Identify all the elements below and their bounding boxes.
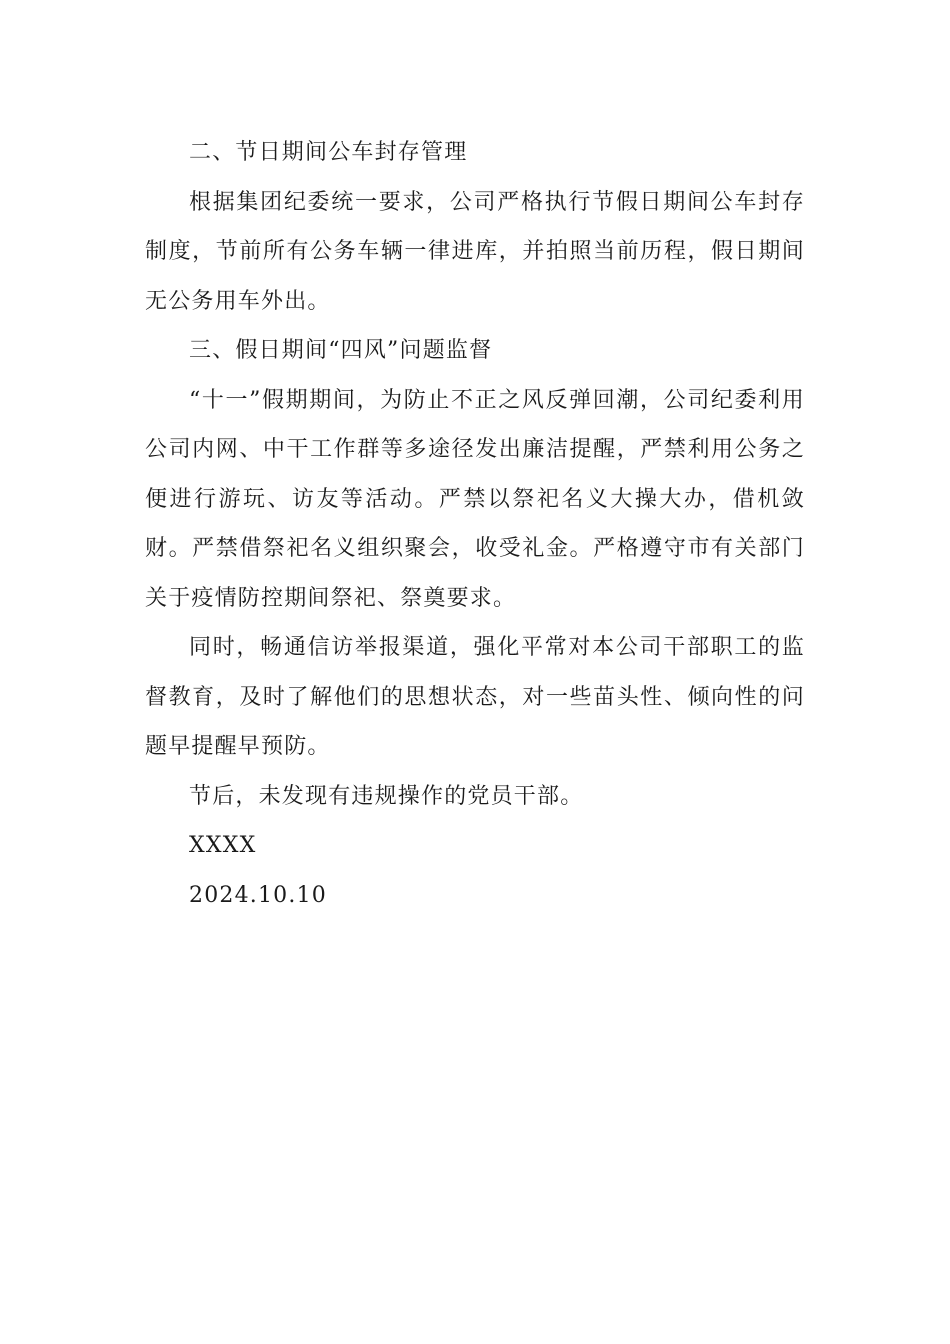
section-3-paragraph-1: “十一”假期期间，为防止不正之风反弹回潮，公司纪委利用公司内网、中干工作群等多途径发出廉洁提醒，严禁利用公务之便进行游玩、访友等活动。严禁以祭祀名义大操大办，借机敛财。严禁借祭祀名义组织聚会，收受礼金。严格遵守市有关部门关于疫情防控期间祭祀、祭奠要求。	[145, 387, 805, 611]
conclusion-text: 节后，未发现有违规操作的党员干部。	[189, 783, 584, 809]
section-3-paragraph-2: 同时，畅通信访举报渠道，强化平常对本公司干部职工的监督教育，及时了解他们的思想状态，对一些苗头性、倾向性的问题早提醒早预防。	[145, 635, 805, 759]
document-body	[145, 128, 805, 920]
section-2-heading: 二、节日期间公车封存管理	[189, 140, 468, 165]
section-3-heading: 三、假日期间“四风”问题监督	[189, 338, 493, 363]
section-2-paragraph: 根据集团纪委统一要求，公司严格执行节假日期间公车封存制度，节前所有公务车辆一律进库，并拍照当前历程，假日期间无公务用车外出。	[145, 189, 805, 314]
date: 2024.10.10	[189, 882, 327, 908]
signature: XXXX	[189, 833, 257, 858]
